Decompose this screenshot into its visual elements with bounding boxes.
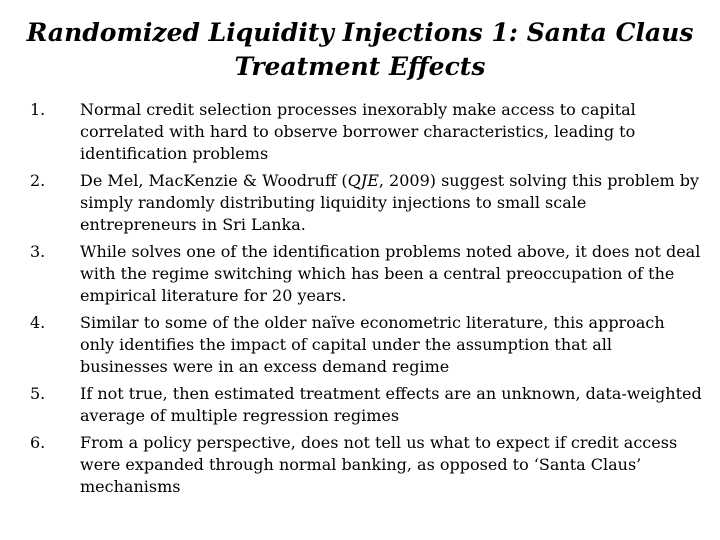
item-number: 2. (30, 171, 46, 190)
item-number: 3. (30, 242, 46, 261)
slide-title: Randomized Liquidity Injections 1: Santa Claus Treatment Effects (26, 18, 694, 81)
list-item (30, 241, 702, 307)
journal-abbrev: QJE (347, 171, 379, 190)
item-text: If not true, then estimated treatment effects are an unknown, data-weighted average of multiple regression regimes (80, 384, 702, 425)
item-number: 1. (30, 100, 46, 119)
item-text: While solves one of the identification problems noted above, it does not deal with the regime switching which has been a central preoccupation of the empirical literature for 20 years. (80, 242, 701, 305)
bullet-list (30, 99, 702, 503)
item-text: Similar to some of the older naïve econometric literature, this approach only identifies the impact of capital under the assumption that all businesses were in an excess demand regime (80, 313, 665, 376)
item-number: 5. (30, 384, 46, 403)
list-item (30, 432, 702, 498)
item-number: 4. (30, 313, 46, 332)
item-text-after: , 2009) suggest solving this problem by simply randomly distributing liquidity injections to small scale entrepreneurs in Sri Lanka. (80, 171, 700, 234)
item-text: Normal credit selection processes inexorably make access to capital correlated with hard to observe borrower characteristics, leading to identification problems (80, 100, 636, 163)
list-item (30, 99, 702, 165)
item-number: 6. (30, 433, 46, 452)
item-text (80, 170, 702, 236)
item-text-before: De Mel, MacKenzie & Woodruff ( (80, 171, 348, 190)
list-item (30, 170, 702, 236)
item-text: From a policy perspective, does not tell us what to expect if credit access were expanded through normal banking, as opposed to ‘Santa Claus’ mechanisms (80, 433, 678, 496)
list-item (30, 312, 702, 378)
list-item (30, 383, 702, 427)
